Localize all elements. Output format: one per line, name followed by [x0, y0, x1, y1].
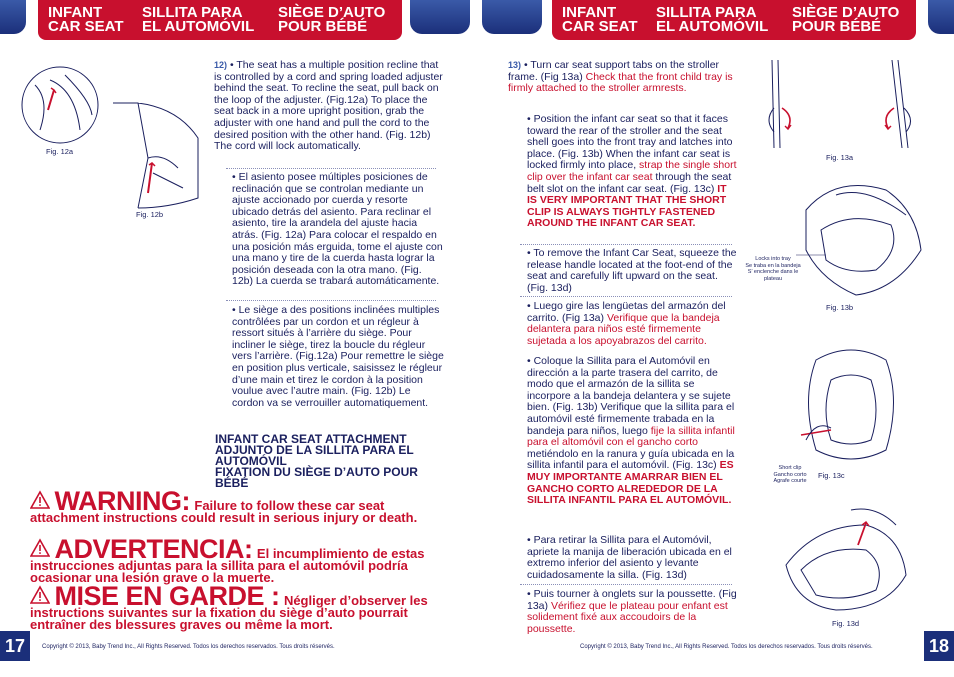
header-r-col2-l1: SILLITA PARA — [656, 4, 757, 21]
heading-es: ADJUNTO DE LA SILLITA PARA EL AUTOMÓVIL — [215, 443, 414, 468]
header-col1-l2: CAR SEAT — [48, 18, 124, 35]
locks-label-fr: S’ enclenche dans le plateau — [747, 269, 799, 282]
heading-en: INFANT CAR SEAT ATTACHMENT — [215, 432, 407, 446]
fig12a-illustration — [20, 60, 100, 150]
fr1-red: Vérifiez que le plateau pour enfant est solidement fixé aux accoudoirs de la poussette. — [527, 599, 728, 635]
fig13a-label: Fig. 13a — [826, 153, 854, 162]
header-tab-left — [410, 0, 470, 34]
es2-text-b: metiéndolo en la ranura y guía ubicada en la sillita infantil para el automóvil. (Fig. 13c) — [527, 447, 735, 472]
section-heading — [215, 434, 445, 489]
header-col3-l1: SIÈGE D’AUTO — [278, 4, 386, 21]
locks-label-es: Se traba en la bandeja — [745, 262, 801, 269]
divider — [226, 300, 436, 301]
header-r-col3-l1: SIÈGE D’AUTO — [792, 4, 900, 21]
step13-en2 — [527, 114, 739, 230]
header-r-col2-l2: EL AUTOMÓVIL — [656, 18, 769, 35]
es1-text: • Luego gire las lengüetas del armazón del carrito. (Fig 13a) — [527, 300, 726, 324]
warning-block-en — [30, 486, 430, 525]
fr1-text: • Puis tourner à onglets sur la poussette. (Fig 13a) — [527, 588, 737, 612]
en2-text: • Position the infant car seat so that it faces toward the rear of the stroller and the seat shell goes into the front tray and latches into place. (Fig. 13b) When the infant car seat is locked firmly into place, — [527, 113, 733, 172]
step13-en1 — [508, 60, 740, 95]
header-r-col1-l1: INFANT — [562, 4, 617, 21]
warning-block-fr — [30, 581, 440, 632]
copyright-right: Copyright © 2013, Baby Trend Inc., All Rights Reserved. Todos los derechos reservados. Tous droits réservés. — [580, 644, 873, 650]
es2-text: • Coloque la Sillita para el Automóvil en dirección a la parte trasera del carrito, de modo que el armazón de la sillita se incorpore a la bandeja delantera y se sujete bien. (Fig. 13b) Verifique que la sillita para el automóvil esté firmemente trabada en la bandeja para niños, luego — [527, 355, 735, 437]
divider — [520, 244, 732, 245]
warning-text: Failure to follow these car seat attachment instructions could result in serious injury or death. — [30, 498, 418, 525]
fig13c-illustration — [796, 340, 906, 470]
warning-triangle-icon — [30, 538, 50, 558]
en1-red: Check that the front child tray is firmly attached to the stroller armrests. — [508, 70, 733, 95]
es1-red: Verifique que la bandeja delantera para niños esté firmemente sujetada a los apoyabrazos del carrito. — [527, 311, 720, 347]
fig13a-illustration — [752, 58, 942, 153]
corner-tab-left — [0, 0, 26, 34]
fig13b-illustration — [796, 170, 936, 300]
header-col2-l1: SILLITA PARA — [142, 4, 243, 21]
heading-fr: FIXATION DU SIÈGE D’AUTO POUR BÉBÉ — [215, 465, 418, 490]
step13-es1 — [527, 301, 741, 347]
en1-text: • Turn car seat support tabs on the stroller frame. (Fig 13a) — [508, 59, 720, 83]
header-col1-l1: INFANT — [48, 4, 103, 21]
en2-bold: IT IS VERY IMPORTANT THAT THE SHORT CLIP IS ALWAYS TIGHTLY FASTENED AROUND THE INFANT CAR SEAT. — [527, 182, 727, 230]
misegarde-title: MISE EN GARDE : — [54, 581, 280, 611]
corner-tab-right — [928, 0, 954, 34]
header-r-col3-l2: POUR BÉBÉ — [792, 18, 882, 35]
header-col3-l2: POUR BÉBÉ — [278, 18, 368, 35]
step13-en3: • To remove the Infant Car Seat, squeeze the release handle located at the foot-end of the seat and carefully lift upward on the seat. (Fig. 13d) — [527, 247, 737, 294]
divider — [520, 296, 732, 297]
locks-label — [744, 256, 802, 282]
fig13c-label: Fig. 13c — [818, 471, 845, 480]
clip-label — [764, 465, 816, 485]
header-col2-l2: EL AUTOMÓVIL — [142, 18, 255, 35]
fig12a-label: Fig. 12a — [46, 147, 74, 156]
advertencia-text: El incumplimiento de estas instrucciones adjuntas para la sillita para el automóvil podría ocasionar una lesión grave o la muerte. — [30, 546, 425, 585]
header-tab-right — [482, 0, 542, 34]
step12-es: • El asiento posee múltiples posiciones de reclinación que se controlan mediante un ajuste accionado por cuerda y resorte ubicado detrás del asiento. Para reclinar el asiento, tire la arandela del ajuste hacia atrás. (Fig. 12a) Para colocar el respaldo en una posición más erguida, tome el ajuste con una mano y tire de la cuerda hasta lograr la posición deseada con la otra mano. (Fig. 12b) La cuerda se trabará automáticamente. — [232, 171, 443, 288]
page-number-left: 17 — [0, 631, 30, 661]
header-right — [552, 0, 916, 40]
step13-es2 — [527, 356, 739, 507]
advertencia-title: ADVERTENCIA: — [54, 534, 253, 564]
copyright-left: Copyright © 2013, Baby Trend Inc., All Rights Reserved. Todos los derechos reservados. Tous droits réservés. — [42, 644, 335, 650]
header-r-col1-l2: CAR SEAT — [562, 18, 638, 35]
step13-fr1 — [527, 589, 739, 635]
clip-label-en: Short clip — [778, 465, 802, 471]
en2-red: strap the single short clip over the infant car seat — [527, 159, 737, 183]
step13-es3: • Para retirar la Sillita para el Automóvil, apriete la manija de liberación ubicada en el extremo inferior del asiento y levante cuidadosamente la silla. (Fig. 13d) — [527, 534, 732, 581]
fig13d-label: Fig. 13d — [832, 619, 860, 628]
page-number-right: 18 — [924, 631, 954, 661]
clip-label-es: Gancho corto — [773, 471, 807, 478]
en2-text-b: through the seat belt slot on the infant car seat. (Fig. 13c) — [527, 170, 732, 195]
fig13b-label: Fig. 13b — [826, 303, 854, 312]
fig13d-illustration — [776, 505, 916, 615]
divider — [520, 584, 732, 585]
es2-bold: ES MUY IMPORTANTE AMARRAR BIEN EL GANCHO CORTO ALREDEDOR DE LA SILLITA INFANTIL PARA EL AUTOMÓVIL. — [527, 459, 734, 507]
warning-triangle-icon — [30, 585, 50, 605]
warning-block-es — [30, 534, 430, 585]
step12-fr: • Le siège a des positions inclinées multiples contrôlées par un cordon et un régleur à ressort situés à l’arrière du siège. Pour incliner le siège, tirez la boucle du régleur vers l’arrière. (Fig.12a) Pour remettre le siège en position plus verticale, saisissez le régleur d’une main et tirez le cordon à la position voulue avec l’autre main. (Fig. 12b) Le cordon va se verrouiller automatiquement. — [232, 304, 444, 409]
misegarde-text: Négliger d’observer les instructions suivantes sur la fixation du siège d’auto pourrait entraîner des blessures graves ou même la mort. — [30, 593, 428, 632]
warning-triangle-icon — [30, 490, 50, 510]
step12-en — [214, 60, 446, 153]
fig12b-illustration — [108, 98, 208, 213]
step12-en-text: • The seat has a multiple position recline that is controlled by a cord and spring loaded adjuster behind the seat. To recline the seat, pull back on the loop of the adjuster. (Fig.12a) To place the seat back in a more upright position, grab the adjuster with one hand and pull the cord to the desired position with the other hand. (Fig. 12b) The cord will lock automatically. — [214, 59, 443, 153]
header-left — [38, 0, 402, 40]
es2-red: fije la sillita infantil para el altomóvil con el gancho corto — [527, 424, 735, 449]
locks-label-en: Locks into tray — [755, 256, 791, 262]
divider — [226, 168, 436, 169]
warning-title: WARNING: — [54, 486, 190, 516]
step12-number: 12) — [214, 60, 228, 70]
fig12b-label: Fig. 12b — [136, 210, 164, 219]
step13-number: 13) — [508, 60, 522, 70]
clip-label-fr: Agrafe courte — [773, 478, 807, 484]
